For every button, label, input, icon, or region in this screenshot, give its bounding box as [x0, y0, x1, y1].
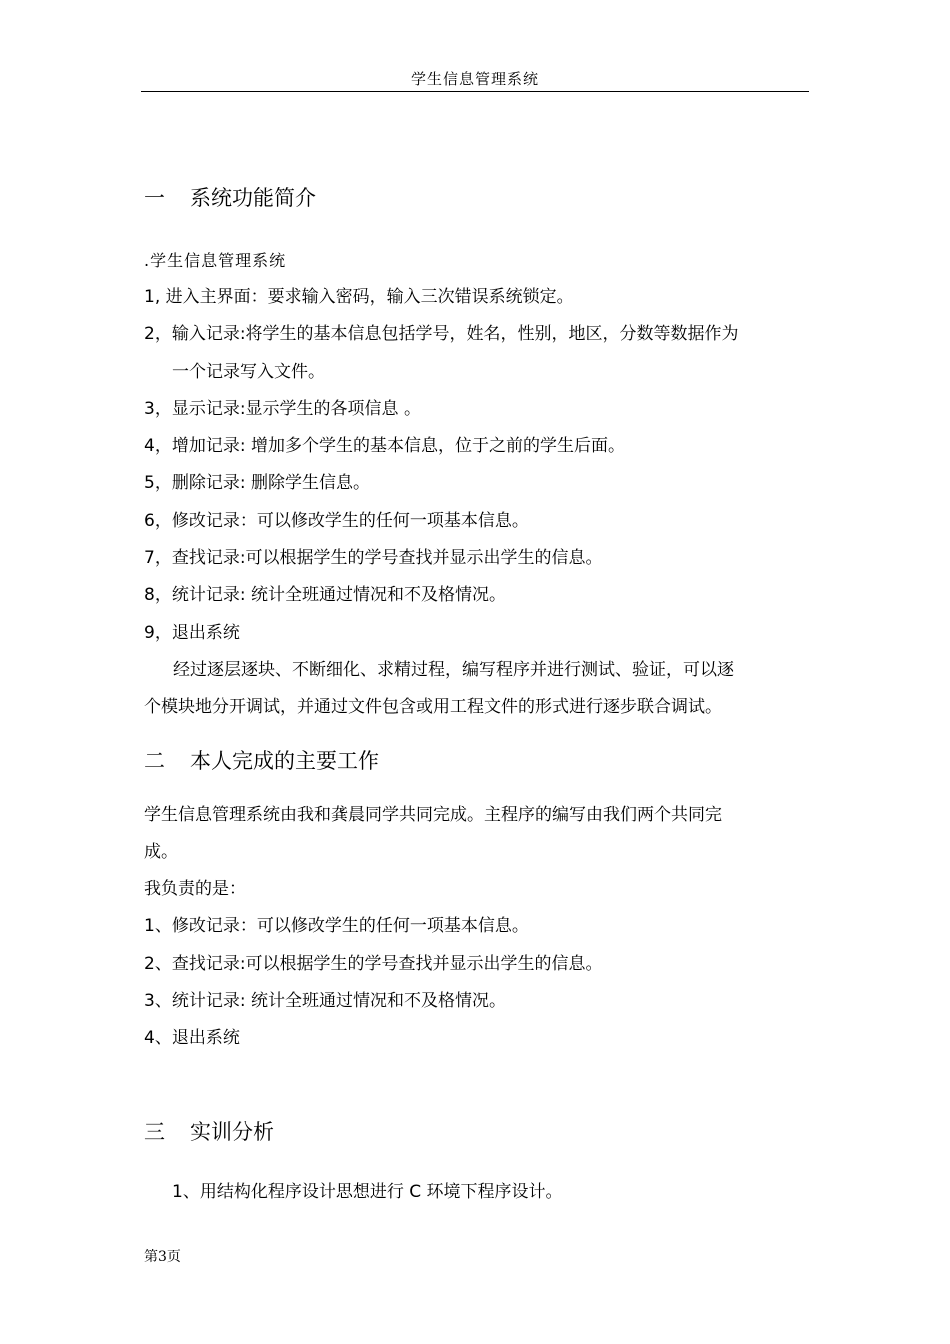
feature-item-8: 8，统计记录: 统计全班通过情况和不及格情况。 — [144, 585, 506, 606]
page-number: 第3页 — [144, 1249, 181, 1265]
feature-item-7: 7，查找记录:可以根据学生的学号查找并显示出学生的信息。 — [144, 548, 603, 569]
section-3-title: 实训分析 — [190, 1119, 274, 1144]
feature-item-5: 5，删除记录: 删除学生信息。 — [144, 473, 370, 494]
section-2-number: 二 — [144, 748, 165, 773]
summary-line-2: 个模块地分开调试，并通过文件包含或用工程文件的形式进行逐步联合调试。 — [144, 697, 722, 718]
document-body — [144, 178, 812, 1211]
feature-item-2-continued: 一个记录写入文件。 — [172, 361, 325, 382]
section-3-heading — [144, 1112, 812, 1152]
section-1-title: 系统功能简介 — [190, 186, 316, 210]
responsibility-item-4: 4、退出系统 — [144, 1028, 240, 1049]
section-3-number: 三 — [144, 1119, 165, 1144]
responsibility-item-3: 3、统计记录: 统计全班通过情况和不及格情况。 — [144, 991, 506, 1012]
section-2-heading — [144, 741, 812, 781]
feature-item-3: 3，显示记录:显示学生的各项信息 。 — [144, 398, 421, 419]
feature-item-1: 1, 进入主界面：要求输入密码，输入三次错误系统锁定。 — [144, 287, 574, 307]
responsibility-item-2: 2、查找记录:可以根据学生的学号查找并显示出学生的信息。 — [144, 953, 603, 974]
section-1-subtitle: .学生信息管理系统 — [144, 251, 287, 270]
feature-item-6: 6，修改记录：可以修改学生的任何一项基本信息。 — [144, 510, 529, 531]
section-1-number: 一 — [144, 186, 165, 210]
analysis-item-1: 1、用结构化程序设计思想进行 C 环境下程序设计。 — [172, 1181, 563, 1202]
feature-item-4: 4，增加记录: 增加多个学生的基本信息，位于之前的学生后面。 — [144, 436, 625, 457]
feature-item-2: 2，输入记录:将学生的基本信息包括学号，姓名，性别，地区，分数等数据作为 — [144, 324, 739, 345]
running-header: 学生信息管理系统 — [410, 70, 539, 88]
responsibility-item-1: 1、修改记录：可以修改学生的任何一项基本信息。 — [144, 916, 529, 937]
section-1-heading — [144, 178, 812, 218]
feature-item-9: 9，退出系统 — [144, 622, 240, 643]
section-2-title: 本人完成的主要工作 — [190, 748, 379, 773]
summary-line-1: 经过逐层逐块、不断细化、求精过程，编写程序并进行测试、验证，可以逐 — [173, 659, 734, 680]
responsibility-label: 我负责的是： — [144, 879, 246, 900]
work-intro-line-1: 学生信息管理系统由我和龚晨同学共同完成。主程序的编写由我们两个共同完 — [144, 804, 722, 825]
header-rule — [141, 91, 809, 92]
work-intro-line-2: 成。 — [144, 841, 178, 862]
